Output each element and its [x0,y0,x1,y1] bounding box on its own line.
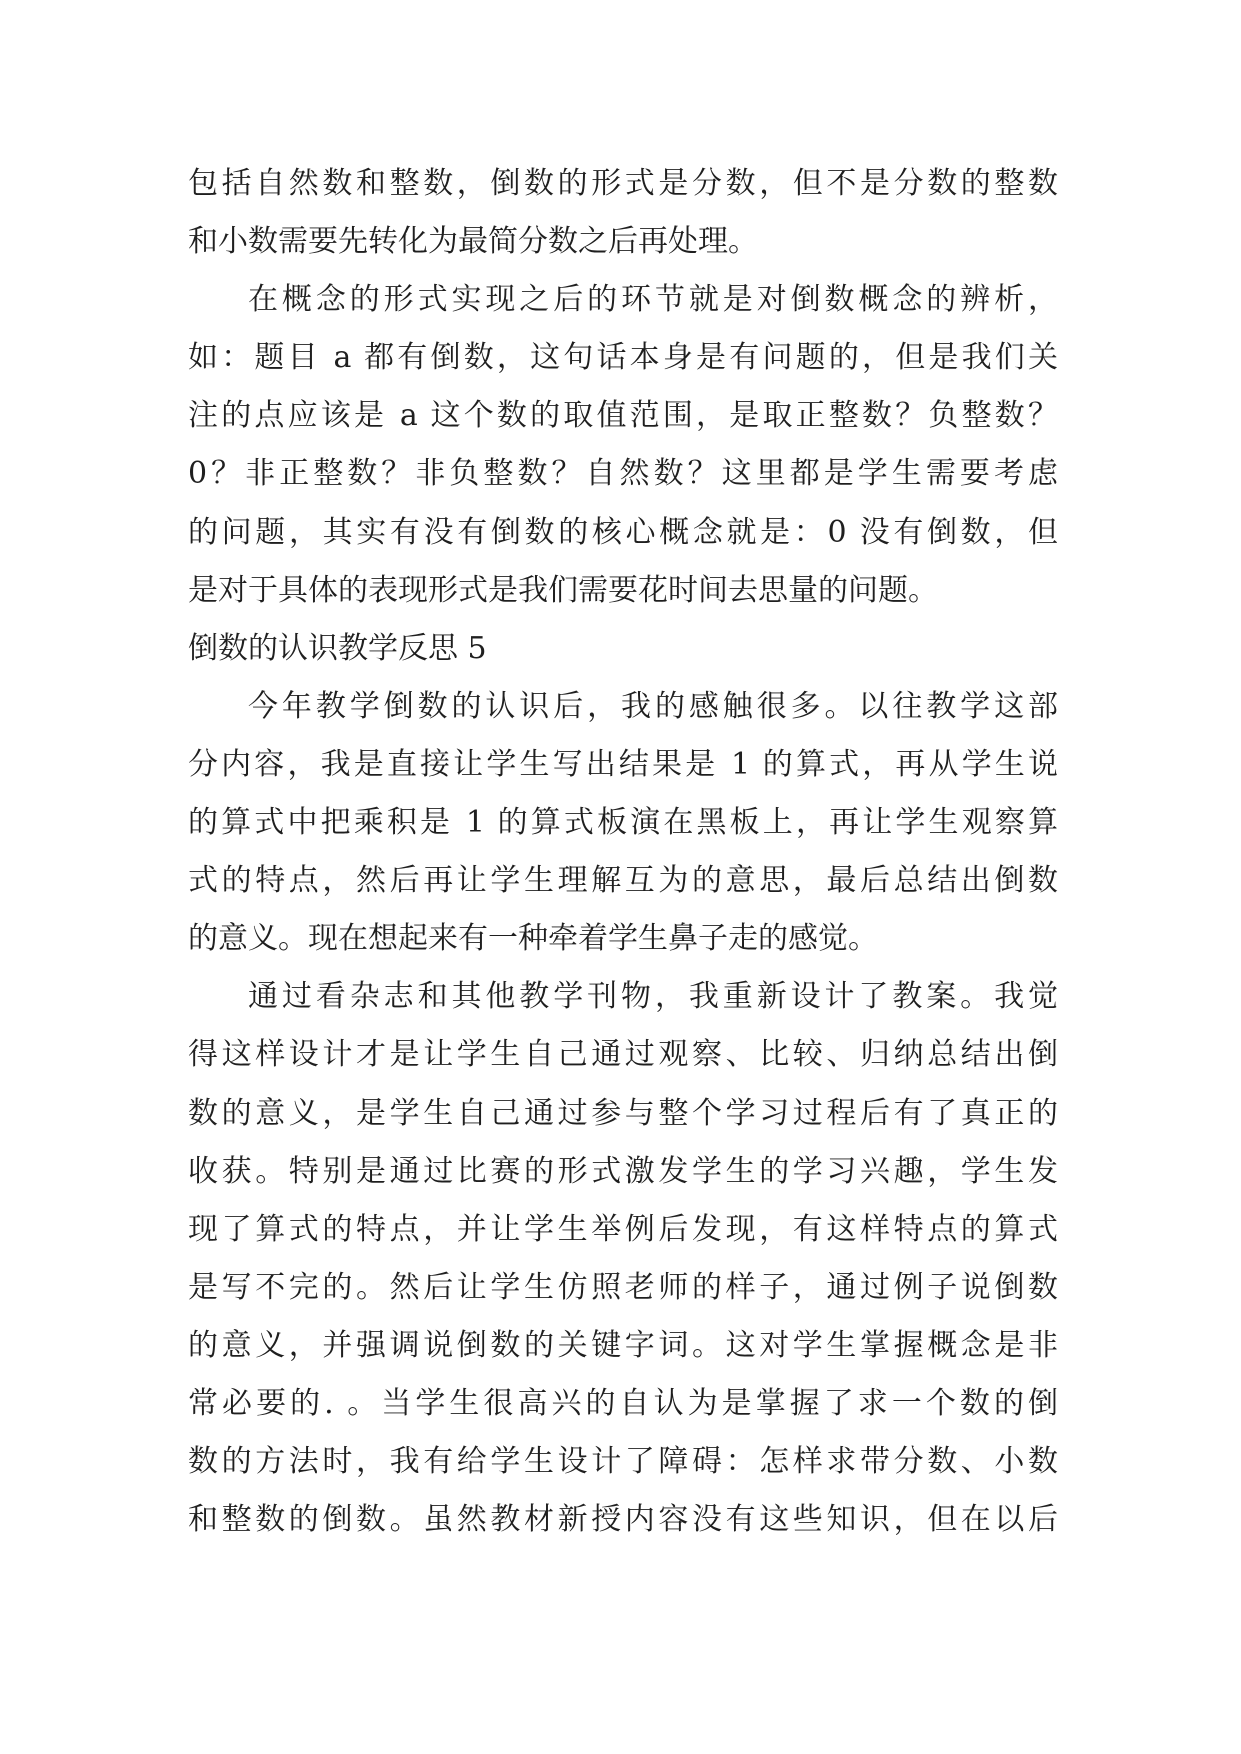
text-line: 数的意义，是学生自己通过参与整个学习过程后有了真正的 [188,1095,1058,1131]
text-line: 的意义，并强调说倒数的关键字词。这对学生掌握概念是非 [188,1327,1058,1363]
text-line: 通过看杂志和其他教学刊物，我重新设计了教案。我觉 [248,979,1058,1015]
section-heading [188,620,1058,678]
text-line: 是对于具体的表现形式是我们需要花时间去思量的问题。 [188,572,938,608]
text-line: 注的点应该是 a 这个数的取值范围，是取正整数？负整数？ [188,398,1058,434]
text-line: 式的特点，然后再让学生理解互为的意思，最后总结出倒数 [188,863,1058,899]
text-line: 和整数的倒数。虽然教材新授内容没有这些知识，但在以后 [188,1502,1058,1538]
text-line: 和小数需要先转化为最简分数之后再处理。 [188,224,758,260]
text-line: 分内容，我是直接让学生写出结果是 1 的算式，再从学生说 [188,746,1058,782]
text-line: 现了算式的特点，并让学生举例后发现，有这样特点的算式 [188,1211,1058,1247]
document-body [188,155,1058,1549]
text-line: 数的方法时，我有给学生设计了障碍：怎样求带分数、小数 [188,1444,1058,1480]
text-line: 的算式中把乘积是 1 的算式板演在黑板上，再让学生观察算 [188,805,1058,841]
text-line: 得这样设计才是让学生自己通过观察、比较、归纳总结出倒 [188,1037,1058,1073]
section-heading-text: 倒数的认识教学反思 5 [188,630,487,666]
paragraph [188,678,1058,968]
paragraph [188,271,1058,620]
text-line: 常必要的. 。当学生很高兴的自认为是掌握了求一个数的倒 [188,1385,1058,1421]
text-line: 的问题，其实有没有倒数的核心概念就是：0 没有倒数，但 [188,514,1058,550]
text-line: 今年教学倒数的认识后，我的感触很多。以往教学这部 [248,688,1058,724]
paragraph [188,155,1058,271]
text-line: 0？非正整数？非负整数？自然数？这里都是学生需要考虑 [188,456,1058,492]
text-line: 如：题目 a 都有倒数，这句话本身是有问题的，但是我们关 [188,340,1058,376]
text-line: 在概念的形式实现之后的环节就是对倒数概念的辨析， [248,282,1058,318]
text-line: 收获。特别是通过比赛的形式激发学生的学习兴趣，学生发 [188,1153,1058,1189]
text-line: 是写不完的。然后让学生仿照老师的样子，通过例子说倒数 [188,1269,1058,1305]
text-line: 包括自然数和整数，倒数的形式是分数，但不是分数的整数 [188,166,1058,201]
paragraph [188,968,1058,1549]
text-line: 的意义。现在想起来有一种牵着学生鼻子走的感觉。 [188,921,878,957]
